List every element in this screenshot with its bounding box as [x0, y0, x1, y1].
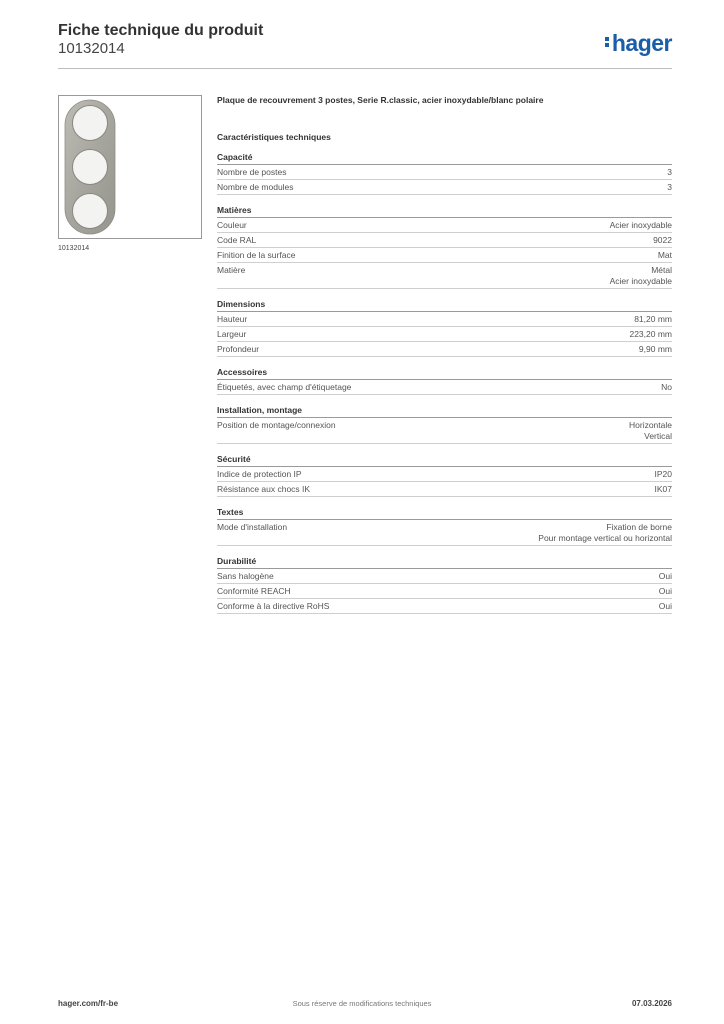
spec-section	[217, 556, 672, 614]
spec-value-line: IK07	[654, 483, 672, 494]
spec-label: Largeur	[217, 328, 247, 339]
spec-section	[217, 299, 672, 357]
spec-value	[629, 329, 672, 340]
spec-label: Conformité REACH	[217, 585, 291, 596]
spec-value-line: Acier inoxydable	[609, 275, 672, 286]
spec-value-line: Oui	[658, 600, 672, 611]
spec-value	[629, 420, 672, 442]
section-title: Installation, montage	[217, 405, 672, 418]
spec-value-line: Horizontale	[629, 419, 672, 430]
spec-label: Profondeur	[217, 343, 260, 354]
spec-value	[667, 182, 672, 193]
header-divider	[58, 68, 672, 69]
spec-label: Hauteur	[217, 313, 248, 324]
spec-value	[667, 167, 672, 178]
tech-characteristics-heading: Caractéristiques techniques	[217, 132, 331, 142]
spec-value-line: 9,90 mm	[638, 343, 672, 354]
spec-value-line: Pour montage vertical ou horizontal	[538, 532, 672, 543]
spec-row	[217, 248, 672, 263]
spec-row	[217, 482, 672, 497]
spec-label: Matière	[217, 264, 246, 275]
footer-date: 07.03.2026	[631, 999, 672, 1008]
spec-label: Sans halogène	[217, 570, 274, 581]
section-title: Accessoires	[217, 367, 672, 380]
spec-section	[217, 454, 672, 497]
spec-row	[217, 327, 672, 342]
spec-row	[217, 263, 672, 289]
product-image-caption: 10132014	[58, 245, 90, 252]
spec-value-line: 3	[667, 166, 672, 177]
spec-value	[655, 469, 673, 480]
spec-row	[217, 218, 672, 233]
spec-value	[634, 314, 672, 325]
spec-value	[659, 586, 672, 597]
product-description: Plaque de recouvrement 3 postes, Serie R.classic, acier inoxydable/blanc polaire	[217, 95, 544, 105]
spec-value-line: 9022	[653, 234, 672, 245]
specifications	[217, 95, 672, 624]
spec-value-line: Oui	[658, 585, 672, 596]
product-number: 10132014	[58, 40, 125, 57]
spec-value	[659, 601, 672, 612]
spec-row	[217, 233, 672, 248]
spec-row	[217, 467, 672, 482]
product-image	[58, 95, 202, 239]
spec-section	[217, 152, 672, 195]
logo-text: hager	[611, 30, 672, 56]
spec-value-line: 81,20 mm	[634, 313, 672, 324]
spec-value	[661, 382, 672, 393]
spec-section	[217, 405, 672, 444]
spec-row	[217, 520, 672, 546]
section-title: Textes	[217, 507, 672, 520]
spec-label: Conforme à la directive RoHS	[217, 600, 330, 611]
spec-row	[217, 342, 672, 357]
hager-logo[interactable]	[605, 30, 672, 57]
spec-row	[217, 584, 672, 599]
spec-label: Nombre de postes	[217, 166, 287, 177]
spec-section	[217, 205, 672, 289]
logo-dots-icon	[605, 35, 610, 49]
spec-label: Code RAL	[217, 234, 257, 245]
spec-value	[639, 344, 672, 355]
spec-value	[538, 522, 672, 544]
spec-row	[217, 569, 672, 584]
spec-label: Position de montage/connexion	[217, 419, 336, 430]
spec-row	[217, 380, 672, 395]
spec-sections	[217, 152, 672, 614]
spec-section	[217, 367, 672, 395]
spec-row	[217, 418, 672, 444]
spec-value-line: IP20	[654, 468, 672, 479]
spec-row	[217, 312, 672, 327]
section-title: Sécurité	[217, 454, 672, 467]
spec-value	[655, 484, 673, 495]
section-title: Durabilité	[217, 556, 672, 569]
spec-value-line: Acier inoxydable	[609, 219, 672, 230]
spec-value	[659, 571, 672, 582]
spec-value-line: 3	[667, 181, 672, 192]
spec-label: Nombre de modules	[217, 181, 294, 192]
spec-label: Mode d'installation	[217, 521, 288, 532]
spec-value-line: Métal	[651, 264, 672, 275]
spec-row	[217, 599, 672, 614]
spec-value	[610, 265, 672, 287]
footer-website-link[interactable]: hager.com/fr-be	[58, 999, 119, 1008]
spec-label: Indice de protection IP	[217, 468, 302, 479]
spec-value-line: Fixation de borne	[606, 521, 672, 532]
spec-value	[658, 250, 672, 261]
spec-row	[217, 180, 672, 195]
footer-disclaimer: Sous réserve de modifications techniques	[292, 999, 432, 1008]
section-title: Matières	[217, 205, 672, 218]
spec-value-line: 223,20 mm	[629, 328, 672, 339]
section-title: Dimensions	[217, 299, 672, 312]
spec-value	[610, 220, 672, 231]
spec-row	[217, 165, 672, 180]
spec-section	[217, 507, 672, 546]
document-title: Fiche technique du produit	[58, 22, 264, 39]
spec-label: Finition de la surface	[217, 249, 296, 260]
spec-label: Couleur	[217, 219, 247, 230]
section-title: Capacité	[217, 152, 672, 165]
spec-value-line: Oui	[658, 570, 672, 581]
spec-value-line: Mat	[657, 249, 672, 260]
spec-label: Étiquetés, avec champ d'étiquetage	[217, 381, 352, 392]
spec-value-line: Vertical	[644, 430, 672, 441]
spec-label: Résistance aux chocs IK	[217, 483, 311, 494]
cover-plate-icon	[59, 96, 201, 238]
spec-value	[653, 235, 672, 246]
spec-value-line: No	[661, 381, 672, 392]
